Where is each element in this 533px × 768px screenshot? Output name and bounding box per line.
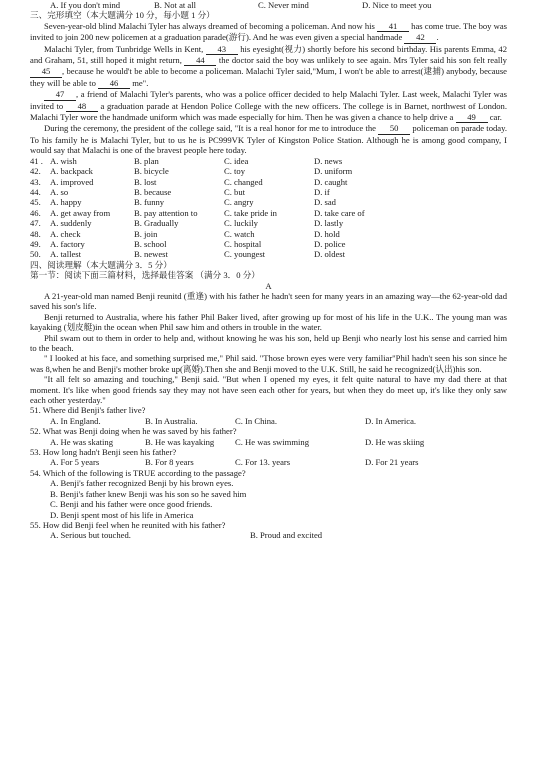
option-text: B. newest [134,249,168,260]
option-text: B. pay attention to [134,207,198,218]
answer-option: B. Proud and excited [250,530,323,541]
cloze-option-row [30,177,507,187]
option-text: A. tallest [50,249,82,260]
blank-44: 44 [184,55,216,66]
option-text: D. take care of [314,207,365,218]
answer-options-row [30,530,507,540]
option-text: C. hospital [224,238,262,249]
reading-paragraph: Benji returned to Australia, where his father Phil Baker lived, after growing up for most of his life in the U.K.. The young man was kayaking (划皮艇)in the ocean when Phil saw him and others in trouble in the water. [30,311,507,333]
blank-46: 46 [98,78,130,89]
question-number: 43. [30,176,41,187]
answer-option: A. Benji's father recognized Benji by his brown eyes. [50,478,234,489]
option-text: D. uniform [314,166,353,177]
paragraph-text: Malachi Tyler, from Tunbridge Wells in Kent, [44,43,204,54]
option-text: D. if [314,186,330,197]
paragraph-text: policeman on parade today. To his family he is Malachi Tyler, but to us he is PC999VK Tyler of Kingston Police Station. Although he is among good company, I would say that Malachi is one of the bravest people here today. [30,123,507,156]
blank-47: 47 [44,89,76,100]
cloze-option-row [30,208,507,218]
option-text: D. news [314,155,343,166]
option-text: B. join [134,228,158,239]
blank-42: 42 [404,32,436,43]
reading-paragraph: " I looked at his face, and something surprised me," Phil said. "Those brown eyes were very familiar"Phil hadn't seen his son since he was 8,when he and Benji's mother broke up(离婚).Then she and Benji moved to the U.K. Still, he said he recognized(认出)his son. [30,353,507,374]
option-text: C. luckily [224,218,258,229]
cloze-paragraph-1 [30,21,507,44]
option-text: B. plan [134,155,159,166]
answer-option: B. Benji's father knew Benji was his son so he saved him [50,488,247,499]
section3-heading: 三、完形填空（本大题满分 10 分，每小题 1 分） [30,10,215,21]
option-text: B. because [134,186,172,197]
question-number: 50. [30,249,41,260]
option-text: C. toy [224,166,246,177]
option-text: A. get away from [50,207,111,218]
question-number: 49. [30,238,41,249]
option-text: C. Never mind [258,0,309,10]
cloze-options-list [30,156,507,260]
paragraph-text: his eyesight(视力) shortly before his second birthday. His parents Emma, 42 and Graham, 51, still hoped it might return, [30,43,507,66]
paragraph-text: . [436,32,439,43]
option-text: D. caught [314,176,348,187]
section4-heading: 四、阅读理解（本大题满分 3．5 分） [30,259,172,270]
answer-option: D. In America. [365,415,417,426]
paragraph-text: car. [489,112,502,123]
option-text: C. angry [224,197,254,208]
answer-option: A. In England. [50,415,101,426]
answer-option: D. Benji spent most of his life in America [50,509,194,520]
answer-options-row [30,457,507,467]
option-text: B. Gradually [134,218,179,229]
blank-50: 50 [378,123,410,134]
option-text: B. bicycle [134,166,169,177]
option-text: B. Not at all [154,0,197,10]
option-text: C. changed [224,176,263,187]
option-text: A. happy [50,197,82,208]
blank-41: 41 [377,21,409,32]
option-text: C. watch [224,228,255,239]
cloze-option-row [30,187,507,197]
reading-paragraph: "It all felt so amazing and touching," Benji said. "But when I opened my eyes, it felt quite natural to have my dad there at that moment. It's like when good friends say they may not have seen each other for years, but when they do meet up, it's like they only saw each other yesterday." [30,374,507,406]
cloze-option-row [30,156,507,166]
answer-option: C. Benji and his father were once good friends. [50,499,213,510]
cloze-paragraph-2 [30,44,507,90]
cloze-paragraph-3 [30,89,507,123]
answer-option: D. He was skiing [365,436,425,447]
option-text: C. youngest [224,249,266,260]
question-text: 52. What was Benji doing when he was saved by his father? [30,426,237,437]
reading-paragraph: A 21-year-old man named Benji reunitd (重逢) with his father he hadn't seen for many years in an amazing way—the 62-year-old dad saved his son's life. [30,290,507,312]
option-text: D. hold [314,228,340,239]
cloze-option-row [30,218,507,228]
question-text: 54. Which of the following is TRUE according to the passage? [30,467,246,478]
option-text: A. suddenly [50,218,92,229]
question-number: 42. [30,166,41,177]
blank-48: 48 [66,101,98,112]
question-text: 53. How long hadn't Benji seen his father? [30,447,177,458]
option-text: A. so [50,186,69,197]
option-text: C. take pride in [224,207,277,218]
answer-options-row [30,437,507,447]
option-text: A. backpack [50,166,93,177]
answer-option: C. He was swimming [235,436,309,447]
option-text: D. police [314,238,346,249]
answer-option: B. In Australia. [145,415,198,426]
answer-option: B. He was kayaking [145,436,215,447]
blank-45: 45 [30,66,62,77]
cloze-option-row [30,166,507,176]
option-text: B. funny [134,197,165,208]
option-text: C. idea [224,155,249,166]
answer-option: B. For 8 years [145,457,194,468]
paragraph-text: has come true. The boy was invited to join 200 new policemen at a graduation parade(游行). And he was even given a special handmade [30,20,507,43]
answer-option: A. For 5 years [50,457,100,468]
cloze-option-row [30,239,507,249]
question-text: 55. How did Benji feel when he reunited with his father? [30,519,226,530]
blank-43: 43 [206,44,238,55]
question-number: 48. [30,228,41,239]
option-text: A. If you don't mind [50,0,121,10]
option-text: A. wish [50,155,77,166]
paragraph-text: the doctor said the boy was unlikely to see again. Mrs Tyler said his son felt really [218,55,507,66]
cloze-option-row [30,229,507,239]
question-number: 45. [30,197,41,208]
cloze-option-row [30,197,507,207]
paragraph-text: Seven-year-old blind Malachi Tyler has always dreamed of becoming a policeman. And now his [44,20,375,31]
question-number: 46. [30,207,41,218]
option-text: B. lost [134,176,157,187]
answer-option: D. For 21 years [365,457,419,468]
reading-passage [30,291,507,405]
option-text: D. oldest [314,249,346,260]
answer-option: C. For 13. years [235,457,291,468]
answer-options-row [30,416,507,426]
blank-49: 49 [456,112,488,123]
top-options-row [30,0,507,10]
paragraph-text: me". [132,77,149,88]
cloze-paragraph-4 [30,123,507,155]
option-text: A. factory [50,238,85,249]
option-text: A. check [50,228,81,239]
paragraph-text: During the ceremony, the president of the college said, "It is a real honor for me to introduce the [44,123,376,134]
answer-option: A. Serious but touched. [50,530,131,541]
option-text: C. but [224,186,246,197]
paragraph-text: , because he would't be able to become a policeman. Malachi Tyler said,"Mum, I won't be able to arrest(逮捕) anybody, because they will be able to [30,66,507,88]
question-number: 47. [30,218,41,229]
option-text: D. sad [314,197,336,208]
cloze-option-row [30,249,507,259]
option-text: B. school [134,238,167,249]
question-number: 44. [30,186,41,197]
section4-subheading: 第一节：阅读下面三篇材料，选择最佳答案 （满分 3．0 分） [30,270,260,281]
option-text: D. Nice to meet you [362,0,432,10]
option-text: D. lastly [314,218,344,229]
reading-questions-list [30,405,507,540]
question-number: 41 . [30,155,43,166]
passage-label: A [265,280,272,291]
reading-paragraph: Phil swam out to them in order to help and, without knowing he was his son, held up Benji who nearly lost his sense and carried him to the beach. [30,332,507,353]
paragraph-text: a graduation parade at Hendon Police College with the new officers. The college is in Barnet, northwest of London. Malachi Tyler wore the handmade uniform which was made especially for him. Then he was given a chance to help drive a [30,100,507,123]
answer-option: C. In China. [235,415,278,426]
answer-option: A. He was skating [50,436,114,447]
answer-options-list [30,478,507,520]
option-text: A. improved [50,176,94,187]
question-text: 51. Where did Benji's father live? [30,405,146,416]
paragraph-text: , a friend of Malachi Tyler's parents, who was a police officer decided to help Malachi Tyler. Last week, Malachi Tyler was invited to [30,89,507,111]
